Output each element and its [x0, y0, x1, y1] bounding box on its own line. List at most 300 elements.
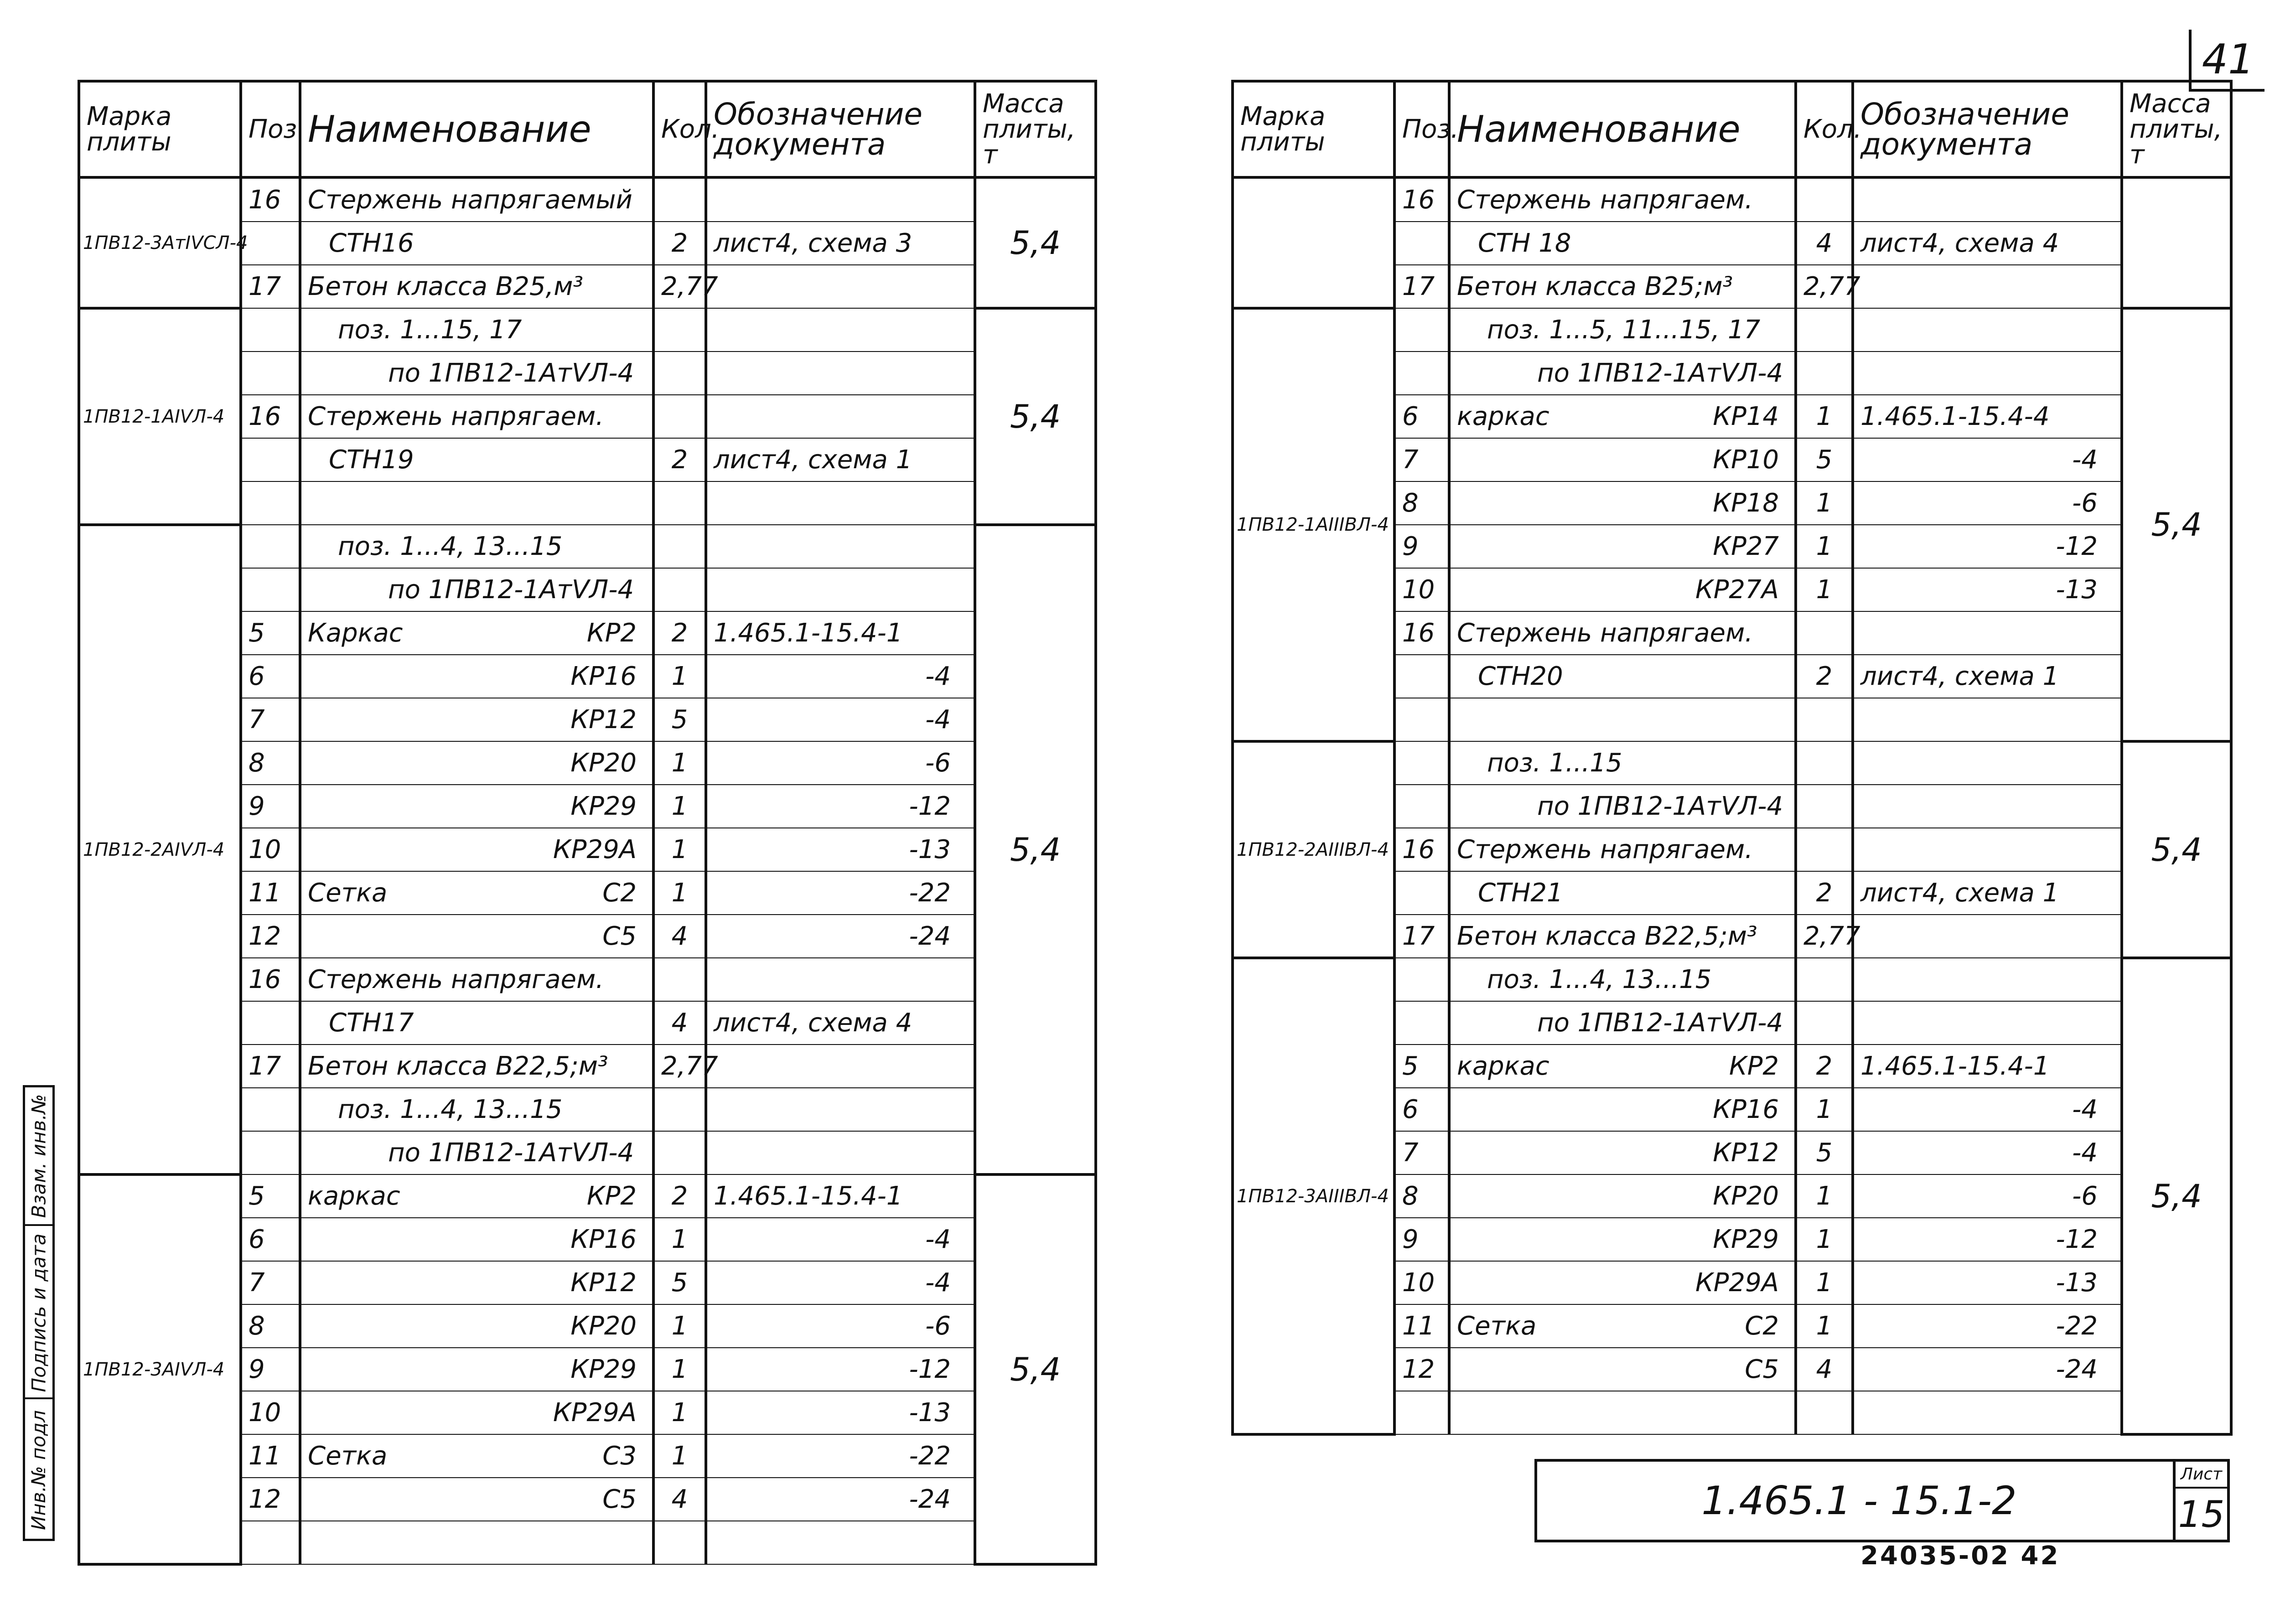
- poz-cell: 17: [241, 265, 300, 308]
- poz-cell: 12: [1394, 1348, 1449, 1391]
- name-mark: КР29А: [553, 1398, 637, 1427]
- kol-cell: 4: [653, 1001, 706, 1045]
- name-text: Стержень напрягаем.: [1457, 618, 1753, 648]
- name-text: поз. 1...5, 11...15, 17: [1487, 315, 1761, 345]
- poz-cell: 16: [241, 395, 300, 438]
- name-mark: [637, 445, 646, 475]
- name-mark: КР12: [570, 1268, 637, 1298]
- name-cell: [1449, 395, 1796, 438]
- doc-cell: -12: [706, 785, 975, 828]
- name-cell: [1449, 1131, 1796, 1174]
- kol-cell: [1796, 611, 1853, 655]
- name-mark: С3: [602, 1441, 637, 1471]
- name-mark: КР29: [1713, 1225, 1779, 1254]
- doc-cell: лист4, схема 1: [1853, 871, 2122, 915]
- name-cell: [300, 871, 653, 915]
- name-text: Бетон класса В22,5;м³: [1457, 921, 1757, 951]
- name-cell: [1449, 568, 1796, 611]
- doc-cell: [1853, 611, 2122, 655]
- doc-cell: -12: [1853, 1218, 2122, 1261]
- kol-cell: [653, 1131, 706, 1174]
- kol-cell: 4: [1796, 1348, 1853, 1391]
- mass-cell: 5,4: [975, 525, 1096, 1174]
- name-text: поз. 1...15, 17: [338, 315, 522, 345]
- poz-cell: [1394, 785, 1449, 828]
- doc-cell: 1.465.1-15.4-1: [706, 611, 975, 655]
- name-cell: [1449, 1001, 1796, 1045]
- name-cell: [1449, 222, 1796, 265]
- name-cell: [300, 1088, 653, 1131]
- header-doc: Обозначение документа: [706, 81, 975, 177]
- mass-cell: 5,4: [975, 308, 1096, 525]
- doc-cell: -13: [1853, 568, 2122, 611]
- marka-cell: 1ПВ12-1АIIIВЛ-4: [1233, 308, 1394, 741]
- name-mark: [637, 575, 646, 605]
- name-mark: С2: [1745, 1311, 1779, 1341]
- kol-cell: 1: [653, 785, 706, 828]
- name-cell: [300, 525, 653, 568]
- doc-cell: -4: [1853, 1131, 2122, 1174]
- name-cell: [300, 698, 653, 741]
- poz-cell: 7: [1394, 1131, 1449, 1174]
- sheet-value: 15: [2178, 1493, 2225, 1536]
- marka-cell: [1233, 177, 1394, 308]
- kol-cell: [653, 525, 706, 568]
- kol-cell: 1: [653, 871, 706, 915]
- table-row: [79, 1174, 1096, 1218]
- name-mark: С5: [1745, 1355, 1779, 1384]
- doc-cell: 1.465.1-15.4-1: [1853, 1045, 2122, 1088]
- name-mark: КР2: [1729, 1051, 1779, 1081]
- doc-cell: [1853, 698, 2122, 741]
- kol-cell: 5: [1796, 438, 1853, 481]
- name-text: СТН16: [329, 228, 414, 258]
- kol-cell: 4: [1796, 222, 1853, 265]
- kol-cell: [653, 352, 706, 395]
- kol-cell: 5: [1796, 1131, 1853, 1174]
- name-mark: [637, 272, 646, 301]
- header-mass: Масса плиты, т: [2122, 81, 2231, 177]
- kol-cell: 4: [653, 1478, 706, 1521]
- kol-cell: 1: [1796, 525, 1853, 568]
- kol-cell: [1796, 828, 1853, 871]
- doc-cell: [706, 1521, 975, 1564]
- poz-cell: 8: [241, 1304, 300, 1348]
- doc-cell: [1853, 308, 2122, 352]
- name-mark: [637, 315, 646, 345]
- name-mark: КР27: [1713, 532, 1779, 561]
- kol-cell: [1796, 1391, 1853, 1434]
- kol-cell: 2: [653, 611, 706, 655]
- kol-cell: 1: [653, 1304, 706, 1348]
- name-text: Стержень напрягаем.: [308, 402, 604, 431]
- name-mark: [1779, 315, 1788, 345]
- name-cell: [1449, 1304, 1796, 1348]
- name-mark: С5: [602, 1484, 637, 1514]
- doc-cell: [706, 568, 975, 611]
- name-cell: [1449, 1261, 1796, 1304]
- name-cell: [300, 1304, 653, 1348]
- kol-cell: [1796, 1001, 1853, 1045]
- poz-cell: 17: [241, 1045, 300, 1088]
- poz-cell: 10: [241, 1391, 300, 1434]
- header-poz: Поз: [241, 81, 300, 177]
- poz-cell: 5: [1394, 1045, 1449, 1088]
- poz-cell: [241, 1088, 300, 1131]
- doc-cell: [1853, 352, 2122, 395]
- doc-cell: [1853, 915, 2122, 958]
- name-cell: [300, 177, 653, 222]
- name-text: по 1ПВ12-1АтVЛ-4: [388, 1138, 634, 1168]
- name-cell: [300, 308, 653, 352]
- doc-cell: -4: [706, 655, 975, 698]
- name-mark: КР18: [1713, 488, 1779, 518]
- name-cell: [300, 1434, 653, 1478]
- name-cell: [1449, 741, 1796, 785]
- doc-cell: [1853, 1391, 2122, 1434]
- doc-cell: [706, 481, 975, 525]
- kol-cell: 1: [1796, 1304, 1853, 1348]
- kol-cell: [653, 177, 706, 222]
- name-text: поз. 1...4, 13...15: [338, 532, 563, 561]
- poz-cell: 6: [1394, 1088, 1449, 1131]
- name-mark: КР12: [570, 705, 637, 734]
- header-name: Наименование: [300, 81, 653, 177]
- name-mark: [637, 228, 646, 258]
- poz-cell: 16: [1394, 828, 1449, 871]
- doc-cell: [1853, 958, 2122, 1001]
- kol-cell: 2: [653, 222, 706, 265]
- doc-cell: лист4, схема 4: [706, 1001, 975, 1045]
- poz-cell: 9: [241, 1348, 300, 1391]
- doc-cell: [706, 958, 975, 1001]
- mass-cell: 5,4: [2122, 308, 2231, 741]
- name-cell: [1449, 1391, 1796, 1434]
- kol-cell: 1: [1796, 1218, 1853, 1261]
- doc-cell: [1853, 785, 2122, 828]
- name-text: СТН20: [1478, 662, 1563, 691]
- kol-cell: [653, 308, 706, 352]
- poz-cell: [1394, 741, 1449, 785]
- header-marka: Марка плиты: [1233, 81, 1394, 177]
- table-row: [1233, 741, 2231, 785]
- poz-cell: 10: [241, 828, 300, 871]
- name-mark: КР29А: [553, 835, 637, 864]
- doc-cell: [706, 177, 975, 222]
- name-mark: [1779, 965, 1788, 994]
- name-cell: [1449, 1348, 1796, 1391]
- header-marka: Марка плиты: [79, 81, 241, 177]
- marka-cell: 1ПВ12-2АIVЛ-4: [79, 525, 241, 1174]
- name-cell: [1449, 698, 1796, 741]
- name-text: Каркас: [308, 618, 403, 648]
- poz-cell: [241, 222, 300, 265]
- poz-cell: 10: [1394, 1261, 1449, 1304]
- doc-cell: -13: [1853, 1261, 2122, 1304]
- doc-cell: 1.465.1-15.4-4: [1853, 395, 2122, 438]
- doc-cell: -6: [706, 1304, 975, 1348]
- name-text: Бетон класса В22,5;м³: [308, 1051, 608, 1081]
- doc-cell: -24: [706, 1478, 975, 1521]
- kol-cell: 2,77: [653, 1045, 706, 1088]
- doc-cell: [1853, 177, 2122, 222]
- poz-cell: [1394, 871, 1449, 915]
- name-cell: [300, 1391, 653, 1434]
- poz-cell: [1394, 1391, 1449, 1434]
- name-text: Сетка: [1457, 1311, 1537, 1341]
- name-mark: [637, 358, 646, 388]
- name-cell: [300, 1478, 653, 1521]
- name-cell: [300, 568, 653, 611]
- kol-cell: 2,77: [653, 265, 706, 308]
- name-cell: [1449, 871, 1796, 915]
- doc-cell: -6: [1853, 481, 2122, 525]
- name-mark: [637, 402, 646, 431]
- name-cell: [1449, 308, 1796, 352]
- kol-cell: [1796, 352, 1853, 395]
- poz-cell: 7: [241, 698, 300, 741]
- poz-cell: 9: [1394, 525, 1449, 568]
- sheet-box: [2173, 1462, 2227, 1540]
- name-text: по 1ПВ12-1АтVЛ-4: [1537, 358, 1783, 388]
- kol-cell: [653, 1088, 706, 1131]
- name-mark: С2: [602, 878, 637, 908]
- name-cell: [1449, 352, 1796, 395]
- poz-cell: [1394, 698, 1449, 741]
- name-cell: [1449, 177, 1796, 222]
- header-name: Наименование: [1449, 81, 1796, 177]
- name-mark: [637, 532, 646, 561]
- side-stamp: [23, 1085, 55, 1541]
- table-row: [79, 177, 1096, 222]
- poz-cell: 16: [1394, 611, 1449, 655]
- doc-cell: [706, 395, 975, 438]
- marka-cell: 1ПВ12-3АтIVСЛ-4: [79, 177, 241, 308]
- kol-cell: 1: [1796, 1088, 1853, 1131]
- name-mark: КР29: [570, 1355, 637, 1384]
- kol-cell: [1796, 177, 1853, 222]
- kol-cell: [1796, 698, 1853, 741]
- poz-cell: [241, 438, 300, 481]
- name-mark: [1779, 272, 1788, 301]
- name-mark: [1783, 791, 1792, 821]
- poz-cell: 17: [1394, 915, 1449, 958]
- mass-cell: 5,4: [2122, 958, 2231, 1434]
- doc-cell: 1.465.1-15.4-1: [706, 1174, 975, 1218]
- doc-cell: [1853, 828, 2122, 871]
- doc-cell: -22: [706, 871, 975, 915]
- stamp-podpis: Подпись и дата: [25, 1224, 52, 1399]
- name-cell: [300, 1521, 653, 1564]
- poz-cell: [241, 1131, 300, 1174]
- poz-cell: 7: [241, 1261, 300, 1304]
- kol-cell: [1796, 958, 1853, 1001]
- name-cell: [300, 741, 653, 785]
- poz-cell: 16: [241, 958, 300, 1001]
- name-text: поз. 1...4, 13...15: [1487, 965, 1712, 994]
- name-mark: [1783, 1008, 1792, 1038]
- doc-cell: -6: [706, 741, 975, 785]
- name-text: по 1ПВ12-1АтVЛ-4: [1537, 791, 1783, 821]
- kol-cell: [1796, 741, 1853, 785]
- name-mark: КР16: [570, 662, 637, 691]
- kol-cell: 1: [1796, 1261, 1853, 1304]
- name-mark: [637, 1095, 646, 1124]
- name-cell: [300, 1174, 653, 1218]
- poz-cell: [241, 308, 300, 352]
- name-text: по 1ПВ12-1АтVЛ-4: [388, 575, 634, 605]
- doc-cell: -24: [1853, 1348, 2122, 1391]
- kol-cell: [1796, 785, 1853, 828]
- document-code: 1.465.1 - 15.1-2: [1701, 1478, 2017, 1524]
- marka-cell: 1ПВ12-2АIIIВЛ-4: [1233, 741, 1394, 958]
- table-row: [1233, 177, 2231, 222]
- name-mark: [637, 1138, 646, 1168]
- name-cell: [300, 915, 653, 958]
- doc-cell: -22: [1853, 1304, 2122, 1348]
- name-text: поз. 1...4, 13...15: [338, 1095, 563, 1124]
- kol-cell: [1796, 308, 1853, 352]
- name-text: каркас: [1457, 402, 1549, 431]
- kol-cell: 2: [653, 438, 706, 481]
- kol-cell: 2: [1796, 871, 1853, 915]
- name-cell: [300, 655, 653, 698]
- name-mark: [1783, 358, 1792, 388]
- name-cell: [1449, 655, 1796, 698]
- poz-cell: [1394, 1001, 1449, 1045]
- kol-cell: 5: [653, 698, 706, 741]
- doc-cell: -12: [1853, 525, 2122, 568]
- kol-cell: 2: [1796, 655, 1853, 698]
- name-text: СТН17: [329, 1008, 414, 1038]
- doc-cell: [706, 1045, 975, 1088]
- name-cell: [300, 958, 653, 1001]
- poz-cell: [241, 1001, 300, 1045]
- archive-number: 24035-02 42: [1860, 1541, 2060, 1571]
- name-text: Сетка: [308, 878, 388, 908]
- header-kol: Кол.: [653, 81, 706, 177]
- name-text: Сетка: [308, 1441, 388, 1471]
- name-cell: [300, 481, 653, 525]
- name-mark: КР10: [1713, 445, 1779, 475]
- name-cell: [300, 611, 653, 655]
- left-spec-table: [78, 80, 1097, 1566]
- name-mark: КР27А: [1695, 575, 1779, 605]
- name-cell: [300, 438, 653, 481]
- name-mark: [1779, 185, 1788, 215]
- name-text: СТН19: [329, 445, 414, 475]
- stamp-vzam: Взам. инв.№: [27, 1094, 50, 1218]
- doc-cell: [1853, 265, 2122, 308]
- name-mark: [1779, 748, 1788, 778]
- stamp-inv-podl: Инв.№ подл: [25, 1397, 52, 1541]
- header-doc: Обозначение документа: [1853, 81, 2122, 177]
- doc-cell: [706, 308, 975, 352]
- name-mark: [637, 1051, 646, 1081]
- poz-cell: 16: [241, 177, 300, 222]
- doc-cell: -24: [706, 915, 975, 958]
- name-cell: [1449, 481, 1796, 525]
- table-row: [1233, 308, 2231, 352]
- name-cell: [1449, 915, 1796, 958]
- doc-cell: -4: [706, 698, 975, 741]
- sheet-number: 41: [2189, 30, 2264, 92]
- name-cell: [300, 352, 653, 395]
- poz-cell: [241, 1521, 300, 1564]
- poz-cell: 9: [241, 785, 300, 828]
- kol-cell: 2: [1796, 1045, 1853, 1088]
- poz-cell: [1394, 352, 1449, 395]
- name-mark: КР12: [1713, 1138, 1779, 1168]
- name-mark: КР29: [570, 791, 637, 821]
- name-cell: [300, 1348, 653, 1391]
- kol-cell: 4: [653, 915, 706, 958]
- name-text: каркас: [1457, 1051, 1549, 1081]
- mass-cell: 5,4: [975, 1174, 1096, 1564]
- name-cell: [1449, 525, 1796, 568]
- name-cell: [1449, 958, 1796, 1001]
- name-text: по 1ПВ12-1АтVЛ-4: [1537, 1008, 1783, 1038]
- doc-cell: -4: [1853, 438, 2122, 481]
- doc-cell: лист4, схема 3: [706, 222, 975, 265]
- poz-cell: 11: [241, 871, 300, 915]
- kol-cell: 5: [653, 1261, 706, 1304]
- name-text: поз. 1...15: [1487, 748, 1622, 778]
- marka-cell: 1ПВ12-3АIIIВЛ-4: [1233, 958, 1394, 1434]
- doc-cell: -13: [706, 828, 975, 871]
- name-cell: [1449, 1088, 1796, 1131]
- name-mark: [637, 965, 646, 994]
- mass-cell: 5,4: [2122, 741, 2231, 958]
- name-mark: КР16: [570, 1225, 637, 1254]
- name-cell: [300, 785, 653, 828]
- name-mark: КР2: [586, 1181, 637, 1211]
- kol-cell: [653, 958, 706, 1001]
- kol-cell: [653, 568, 706, 611]
- kol-cell: 1: [653, 828, 706, 871]
- name-cell: [300, 1218, 653, 1261]
- table-row: [79, 308, 1096, 352]
- kol-cell: 1: [653, 1391, 706, 1434]
- poz-cell: 17: [1394, 265, 1449, 308]
- name-cell: [300, 395, 653, 438]
- kol-cell: 1: [653, 741, 706, 785]
- poz-cell: 11: [241, 1434, 300, 1478]
- kol-cell: 2,77: [1796, 915, 1853, 958]
- name-mark: КР20: [1713, 1181, 1779, 1211]
- name-mark: [1779, 618, 1788, 648]
- poz-cell: 10: [1394, 568, 1449, 611]
- name-mark: [637, 185, 646, 215]
- name-mark: КР16: [1713, 1095, 1779, 1124]
- poz-cell: 6: [241, 1218, 300, 1261]
- kol-cell: 1: [653, 1434, 706, 1478]
- kol-cell: 1: [1796, 1174, 1853, 1218]
- header-poz: Поз.: [1394, 81, 1449, 177]
- doc-cell: [706, 525, 975, 568]
- name-mark: КР20: [570, 748, 637, 778]
- name-mark: КР29А: [1695, 1268, 1779, 1298]
- name-text: по 1ПВ12-1АтVЛ-4: [388, 358, 634, 388]
- doc-cell: [706, 352, 975, 395]
- kol-cell: 1: [1796, 481, 1853, 525]
- poz-cell: [1394, 222, 1449, 265]
- name-text: Стержень напрягаем.: [1457, 185, 1753, 215]
- poz-cell: [1394, 308, 1449, 352]
- kol-cell: 1: [1796, 395, 1853, 438]
- name-mark: [1779, 835, 1788, 864]
- name-cell: [300, 1131, 653, 1174]
